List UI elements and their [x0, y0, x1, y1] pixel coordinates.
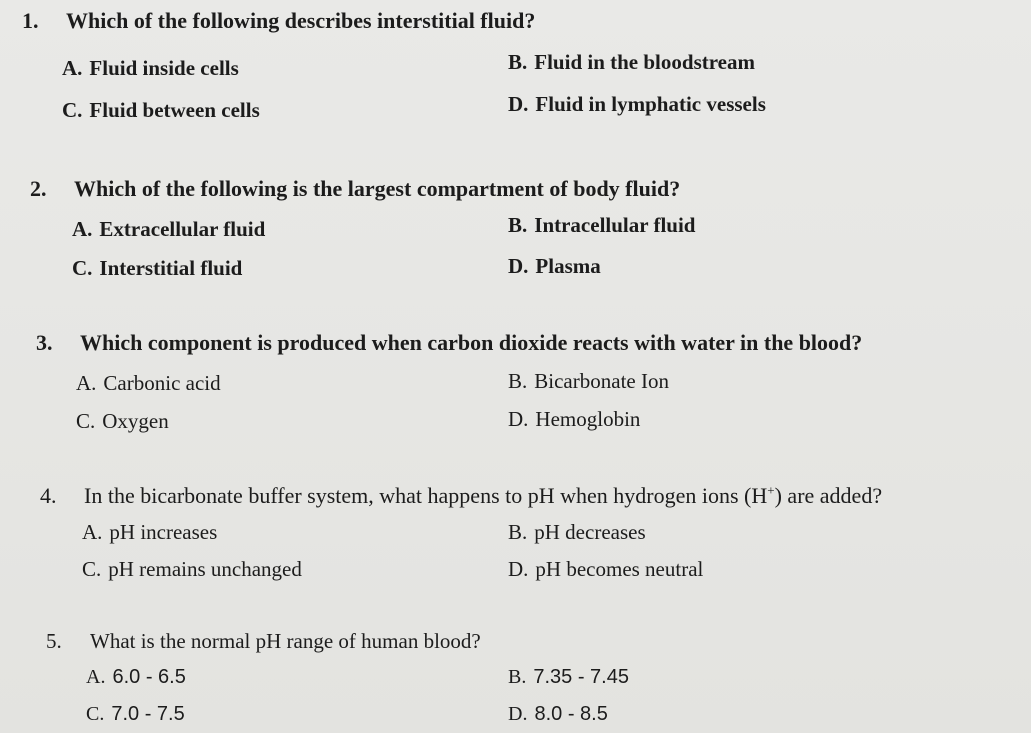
option-text: Extracellular fluid: [99, 217, 266, 241]
option-d[interactable]: [508, 557, 703, 581]
question-number: 1.: [22, 8, 39, 33]
question-stem: [30, 176, 680, 202]
option-text: 7.35 - 7.45: [533, 666, 629, 688]
option-letter: B.: [508, 369, 528, 393]
question-stem: [36, 330, 862, 356]
option-a[interactable]: [82, 520, 217, 544]
question-number: 3.: [36, 330, 53, 355]
option-text: pH decreases: [534, 520, 646, 544]
option-letter: A.: [62, 56, 83, 80]
option-text: Fluid between cells: [89, 98, 260, 122]
option-c[interactable]: [72, 256, 242, 280]
option-letter: D.: [508, 407, 529, 431]
option-c[interactable]: [82, 557, 302, 581]
question-text: Which component is produced when carbon dioxide reacts with water in the blood?: [80, 330, 863, 355]
option-a[interactable]: [72, 217, 265, 241]
option-letter: C.: [62, 98, 83, 122]
option-a[interactable]: [86, 665, 186, 689]
option-letter: B.: [508, 213, 528, 237]
option-d[interactable]: [508, 92, 766, 116]
option-b[interactable]: [508, 213, 695, 237]
option-letter: D.: [508, 92, 529, 116]
option-b[interactable]: [508, 369, 669, 393]
option-text: Carbonic acid: [103, 371, 221, 395]
option-text: 6.0 - 6.5: [112, 666, 186, 688]
option-letter: C.: [76, 409, 96, 433]
option-b[interactable]: [508, 520, 646, 544]
option-letter: A.: [76, 371, 97, 395]
option-letter: C.: [82, 557, 102, 581]
option-letter: D.: [508, 254, 529, 278]
option-a[interactable]: [62, 56, 239, 80]
option-letter: D.: [508, 557, 529, 581]
superscript-plus: +: [767, 482, 775, 498]
option-letter: B.: [508, 50, 528, 74]
option-letter: C.: [86, 703, 105, 725]
option-text: pH remains unchanged: [108, 557, 302, 581]
question-text: Which of the following describes interstitial fluid?: [66, 8, 536, 33]
option-letter: C.: [72, 256, 93, 280]
option-d[interactable]: [508, 407, 640, 431]
question-stem: [40, 483, 882, 509]
option-text: Plasma: [535, 254, 601, 278]
option-text: Fluid in the bloodstream: [534, 50, 755, 74]
question-stem: [22, 8, 535, 34]
question-text: Which of the following is the largest compartment of body fluid?: [74, 176, 681, 201]
option-a[interactable]: [76, 371, 221, 395]
option-text: Fluid inside cells: [89, 56, 239, 80]
option-text: Hemoglobin: [535, 407, 641, 431]
option-c[interactable]: [86, 702, 185, 726]
option-c[interactable]: [76, 409, 169, 433]
option-text: Fluid in lymphatic vessels: [535, 92, 766, 116]
option-text: pH becomes neutral: [535, 557, 704, 581]
question-number: 2.: [30, 176, 47, 201]
option-text: Bicarbonate Ion: [534, 369, 669, 393]
option-letter: D.: [508, 703, 528, 725]
option-text: Intracellular fluid: [534, 213, 696, 237]
option-text: 8.0 - 8.5: [534, 703, 608, 725]
option-d[interactable]: [508, 702, 608, 726]
option-letter: A.: [86, 666, 106, 688]
option-c[interactable]: [62, 98, 260, 122]
option-b[interactable]: [508, 50, 755, 74]
option-text: Interstitial fluid: [99, 256, 243, 280]
question-text-end: ) are added?: [774, 483, 883, 508]
option-text: pH increases: [109, 520, 218, 544]
option-b[interactable]: [508, 665, 629, 689]
option-text: Oxygen: [102, 409, 169, 433]
question-number: 4.: [40, 483, 57, 508]
option-letter: A.: [72, 217, 93, 241]
question-text: In the bicarbonate buffer system, what happens to pH when hydrogen ions (H: [84, 483, 768, 508]
question-text: What is the normal pH range of human blood?: [90, 629, 481, 653]
question-stem: [46, 628, 481, 654]
option-letter: B.: [508, 520, 528, 544]
option-letter: B.: [508, 666, 527, 688]
option-d[interactable]: [508, 254, 601, 278]
option-text: 7.0 - 7.5: [111, 703, 185, 725]
question-number: 5.: [46, 629, 62, 653]
option-letter: A.: [82, 520, 103, 544]
